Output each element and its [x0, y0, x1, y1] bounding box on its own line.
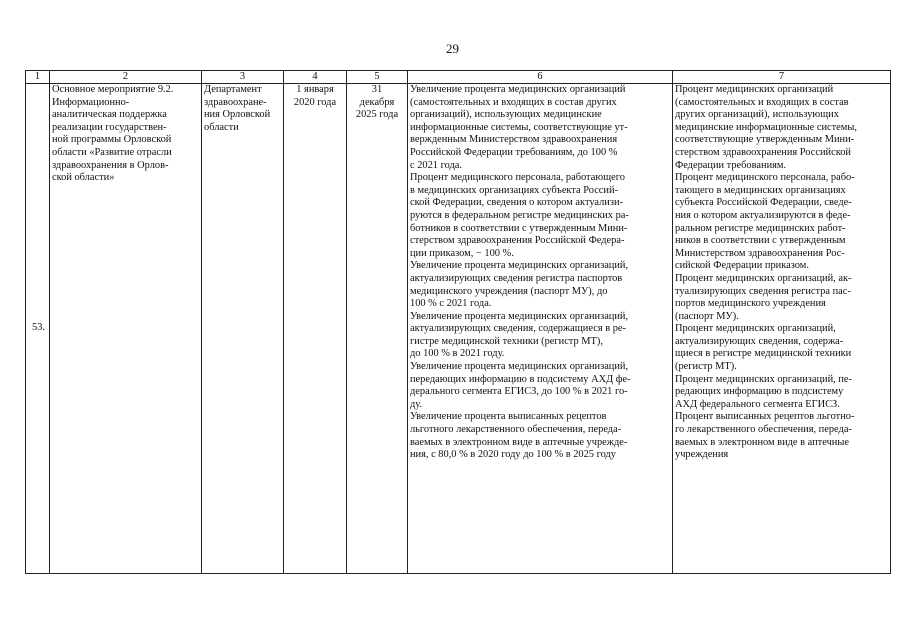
text-line: соответствующие утвержденным Мини-	[675, 134, 855, 146]
end-date-cell	[347, 84, 408, 574]
executor-cell	[202, 84, 284, 574]
text-line: льготного лекарственного обеспечения, переда-	[410, 424, 622, 436]
text-line: Процент медицинского персонала, работающего	[410, 172, 625, 184]
text-line: ния о котором актуализируются в феде-	[675, 209, 851, 221]
measures-table	[25, 70, 891, 574]
text-line: портов медицинского учреждения	[675, 298, 826, 310]
text-line: стерством здравоохранения Российской	[675, 146, 851, 158]
event-cell	[50, 84, 202, 574]
text-line: Российской Федерации требованиям, до 100 %	[410, 146, 618, 158]
text-line: реализации государствен-	[52, 121, 167, 133]
text-line: информационные системы, соответствующие ут-	[410, 121, 628, 133]
expected-results-cell	[408, 84, 673, 574]
paragraph	[410, 84, 670, 172]
text-line: гистре медицинской техники (регистр МТ),	[410, 335, 603, 347]
paragraph	[410, 172, 670, 260]
col-header-2: 2	[50, 71, 202, 84]
text-line: здравоохране-	[204, 96, 267, 108]
indicators-cell	[673, 84, 891, 574]
paragraph	[675, 374, 888, 412]
text-line: щиеся в регистре медицинской техники	[675, 348, 852, 360]
text-line: актуализирующих сведения, содержащиеся в ре-	[410, 323, 626, 335]
text-line: ваемых в электронном виде в аптечные учрежде-	[410, 436, 628, 448]
text-line: 2020 года	[293, 96, 337, 108]
text-line: других организаций), использующих	[675, 109, 839, 121]
text-line: туализирующих сведения регистра пас-	[675, 285, 851, 297]
text-line: Увеличение процента медицинских организаций,	[410, 310, 629, 322]
text-line: Процент медицинских организаций,	[675, 323, 836, 335]
text-line: 2025 года	[355, 109, 399, 121]
text-line: Процент медицинских организаций, пе-	[675, 373, 852, 385]
text-line: (самостоятельных и входящих в состав других	[410, 96, 617, 108]
col-header-1: 1	[26, 71, 50, 84]
text-line: с 2021 года.	[410, 159, 462, 171]
text-line: области «Развитие отрасли	[52, 146, 172, 158]
text-line: Процент медицинских организаций	[675, 84, 834, 95]
text-line: декабря	[359, 96, 395, 108]
text-line: 31	[371, 84, 383, 95]
text-line: ду.	[410, 398, 423, 410]
text-line: 1 января	[296, 84, 334, 95]
text-line: ской области»	[52, 172, 115, 184]
text-line: Увеличение процента выписанных рецептов	[410, 411, 607, 423]
text-line: Министерством здравоохранения Рос-	[675, 247, 845, 259]
text-line: Информационно-	[52, 96, 130, 108]
text-line: дерального сегмента ЕГИСЗ, до 100 % в 2021 го-	[410, 386, 628, 398]
col-header-3: 3	[202, 71, 284, 84]
text-line: области	[204, 121, 239, 133]
paragraph	[675, 273, 888, 323]
text-line: Увеличение процента медицинских организаций,	[410, 260, 629, 272]
text-line: руются в федеральном регистре медицинских ра-	[410, 209, 629, 221]
text-line: Департамент	[204, 84, 262, 95]
text-line: 100 % с 2021 года.	[410, 298, 492, 310]
text-line: субъекта Российской Федерации, сведе-	[675, 197, 852, 209]
text-line: учреждения	[675, 449, 729, 461]
paragraph	[410, 311, 670, 361]
text-line: передающих информацию в подсистему АХД фе-	[410, 373, 631, 385]
text-line: (регистр МТ).	[675, 361, 737, 373]
text-line: АХД федерального сегмента ЕГИСЗ.	[675, 398, 840, 410]
text-line: Увеличение процента медицинских организаций,	[410, 361, 629, 373]
paragraph	[675, 411, 888, 461]
text-line: ции приказом, − 100 %.	[410, 247, 514, 259]
text-line: сийской Федерации приказом.	[675, 260, 809, 272]
text-line: вержденным Министерством здравоохранения	[410, 134, 618, 146]
col-header-5: 5	[347, 71, 408, 84]
text-line: стерством здравоохранения Российской Федера-	[410, 235, 625, 247]
text-line: (паспорт МУ).	[675, 310, 739, 322]
paragraph	[410, 361, 670, 411]
paragraph	[675, 172, 888, 273]
paragraph	[675, 323, 888, 373]
row-number: 53.	[26, 84, 50, 574]
text-line: ской Федерации, сведения о котором актуализи-	[410, 197, 623, 209]
text-line: медицинского учреждения (паспорт МУ), до	[410, 285, 608, 297]
header-row	[26, 71, 891, 84]
table-row	[26, 84, 891, 574]
text-line: актуализирующих сведения регистра паспортов	[410, 272, 623, 284]
text-line: ния Орловской	[204, 109, 271, 121]
text-line: в медицинских организациях субъекта Россий-	[410, 184, 619, 196]
text-line: медицинские информационные системы,	[675, 121, 857, 133]
text-line: ников в соответствии с утвержденным	[675, 235, 846, 247]
text-line: Федерации требованиям.	[675, 159, 787, 171]
text-line: (самостоятельных и входящих в состав	[675, 96, 849, 108]
text-line: до 100 % в 2021 году.	[410, 348, 505, 360]
start-date-cell	[284, 84, 347, 574]
text-line: го лекарственного обеспечения, переда-	[675, 424, 852, 436]
text-line: редающих информацию в подсистему	[675, 386, 844, 398]
col-header-4: 4	[284, 71, 347, 84]
text-line: Процент выписанных рецептов льготно-	[675, 411, 855, 423]
text-line: Процент медицинского персонала, рабо-	[675, 172, 855, 184]
page-number: 29	[446, 41, 459, 56]
text-line: актуализирующих сведения, содержа-	[675, 335, 844, 347]
paragraph	[675, 84, 888, 172]
text-line: ной программы Орловской	[52, 134, 172, 146]
text-line: ваемых в электронном виде в аптечные	[675, 436, 849, 448]
col-header-6: 6	[408, 71, 673, 84]
text-line: ботников в соответствии с утвержденным Мини-	[410, 222, 628, 234]
text-line: тающего в медицинских организациях	[675, 184, 846, 196]
text-line: ния, с 80,0 % в 2020 году до 100 % в 2025 году	[410, 449, 616, 461]
paragraph	[410, 260, 670, 310]
text-line: Процент медицинских организаций, ак-	[675, 272, 852, 284]
text-line: аналитическая поддержка	[52, 109, 167, 121]
text-line: Основное мероприятие 9.2.	[52, 84, 174, 95]
paragraph	[410, 411, 670, 461]
text-line: организаций), использующих медицинские	[410, 109, 602, 121]
text-line: ральном регистре медицинских работ-	[675, 222, 846, 234]
text-line: здравоохранения в Орлов-	[52, 159, 169, 171]
text-line: Увеличение процента медицинских организаций	[410, 84, 626, 95]
col-header-7: 7	[673, 71, 891, 84]
